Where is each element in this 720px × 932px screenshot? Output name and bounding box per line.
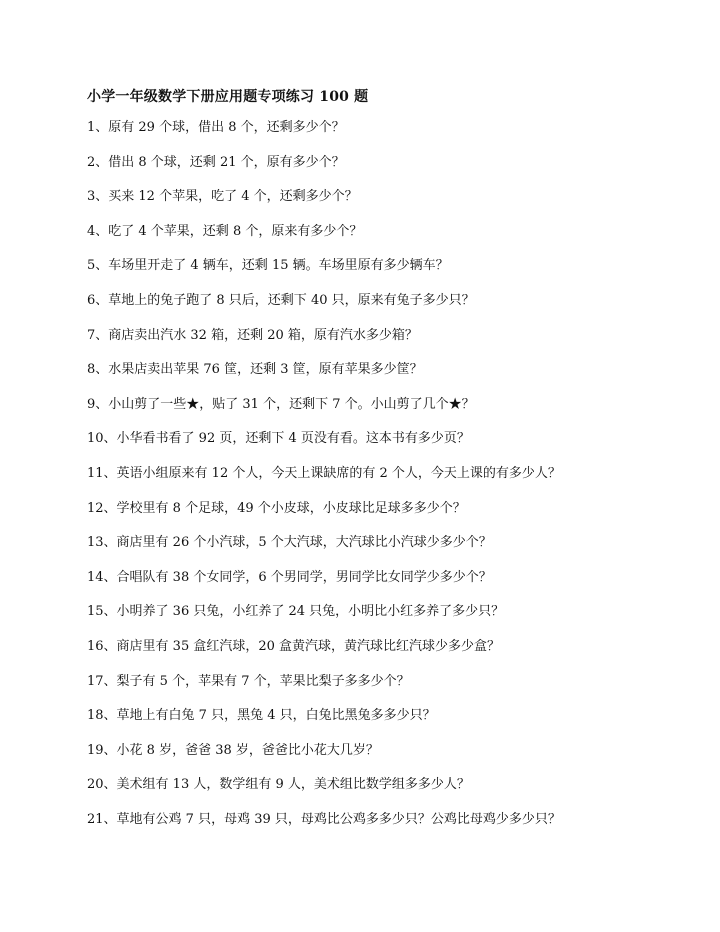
- question-item: 4、吃了 4 个苹果，还剩 8 个，原来有多少个？: [87, 223, 363, 239]
- question-item: 6、草地上的兔子跑了 8 只后，还剩下 40 只，原来有兔子多少只？: [87, 292, 475, 308]
- question-item: 14、合唱队有 38 个女同学，6 个男同学，男同学比女同学少多少个？: [87, 569, 492, 585]
- question-item: 19、小花 8 岁，爸爸 38 岁，爸爸比小花大几岁？: [87, 742, 379, 758]
- question-item: 21、草地有公鸡 7 只，母鸡 39 只，母鸡比公鸡多多少只？公鸡比母鸡少多少只？: [87, 811, 561, 827]
- question-item: 8、水果店卖出苹果 76 筐，还剩 3 筐，原有苹果多少筐？: [87, 362, 423, 378]
- question-item: 18、草地上有白兔 7 只，黑兔 4 只，白兔比黑兔多多少只？: [87, 708, 436, 724]
- question-item: 13、商店里有 26 个小汽球，5 个大汽球，大汽球比小汽球少多少个？: [87, 535, 492, 551]
- question-item: 3、买来 12 个苹果，吃了 4 个，还剩多少个？: [87, 189, 358, 205]
- question-item: 9、小山剪了一些★，贴了 31 个，还剩下 7 个。小山剪了几个★？: [87, 396, 475, 412]
- question-item: 5、车场里开走了 4 辆车，还剩 15 辆。车场里原有多少辆车？: [87, 258, 449, 274]
- question-item: 2、借出 8 个球，还剩 21 个，原有多少个？: [87, 154, 345, 170]
- question-item: 20、美术组有 13 人，数学组有 9 人，美术组比数学组多多少人？: [87, 777, 470, 793]
- question-item: 10、小华看书看了 92 页，还剩下 4 页没有看。这本书有多少页？: [87, 431, 470, 447]
- question-item: 15、小明养了 36 只兔，小红养了 24 只兔，小明比小红多养了多少只？: [87, 604, 505, 620]
- document-title: 小学一年级数学下册应用题专项练习 100 题: [87, 89, 369, 105]
- question-item: 1、原有 29 个球，借出 8 个，还剩多少个？: [87, 120, 345, 135]
- question-item: 11、英语小组原来有 12 个人，今天上课缺席的有 2 个人，今天上课的有多少人？: [87, 465, 561, 481]
- question-item: 7、商店卖出汽水 32 箱，还剩 20 箱，原有汽水多少箱？: [87, 327, 418, 343]
- question-list: [87, 118, 561, 844]
- question-item: 16、商店里有 35 盒红汽球，20 盒黄汽球，黄汽球比红汽球少多少盒？: [87, 638, 501, 654]
- question-item: 12、学校里有 8 个足球，49 个小皮球，小皮球比足球多多少个？: [87, 500, 466, 516]
- question-item: 17、梨子有 5 个，苹果有 7 个，苹果比梨子多多少个？: [87, 673, 410, 689]
